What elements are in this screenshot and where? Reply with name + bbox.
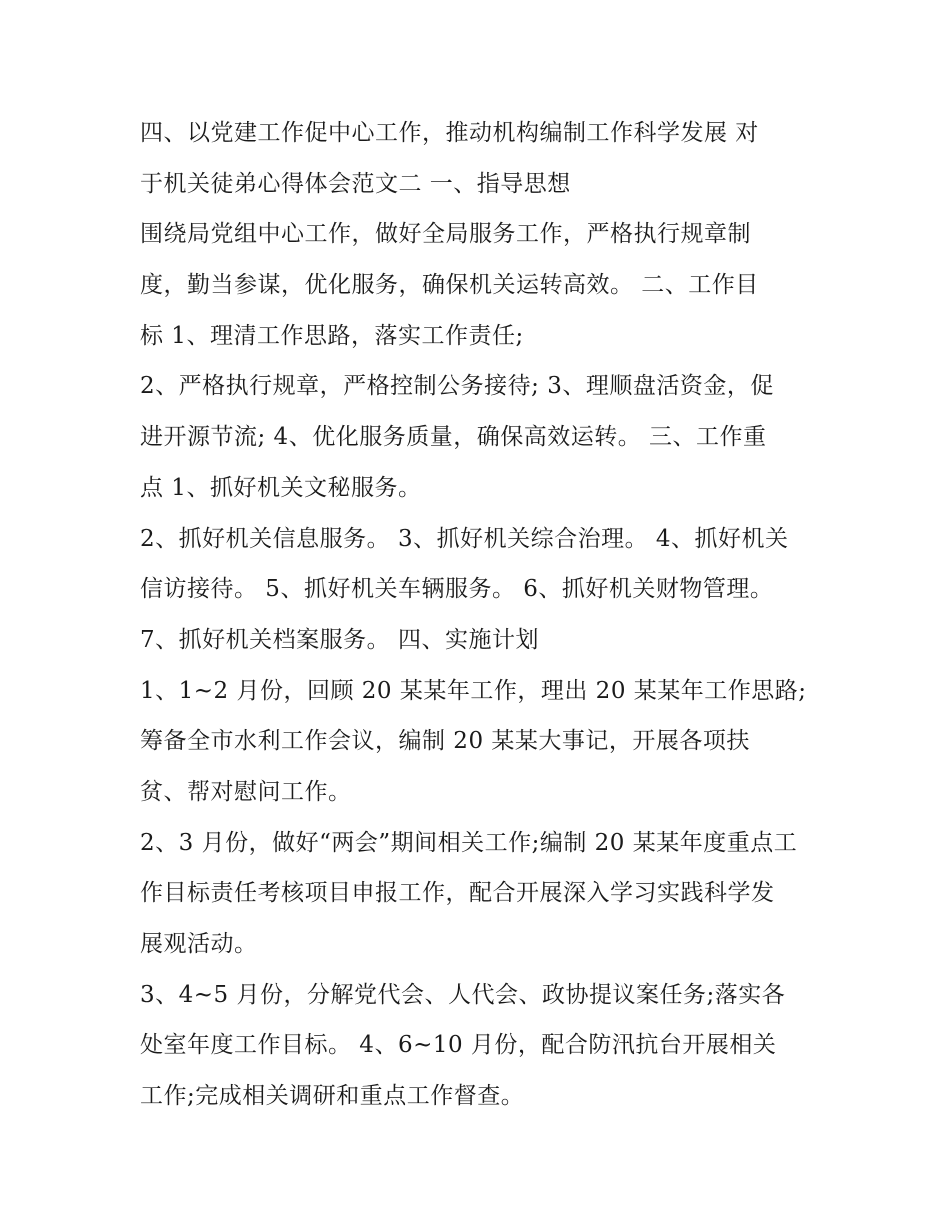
document-body <box>140 108 820 1122</box>
text-line: 四、以党建工作促中心工作，推动机构编制工作科学发展 对 <box>140 120 759 146</box>
text-line: 信访接待。 5、抓好机关车辆服务。 6、抓好机关财物管理。 <box>140 576 774 603</box>
text-line: 贫、帮对慰问工作。 <box>140 778 352 805</box>
text-line: 进开源节流; 4、优化服务质量，确保高效运转。 三、工作重 <box>140 424 767 451</box>
text-line: 于机关徒弟心得体会范文二 一、指导思想 <box>140 170 571 197</box>
text-line: 处室年度工作目标。 4、6~10 月份，配合防汛抗台开展相关 <box>140 1032 777 1059</box>
text-line: 7、抓好机关档案服务。 四、实施计划 <box>140 626 539 653</box>
text-line: 筹备全市水利工作会议，编制 20 某某大事记，开展各项扶 <box>140 728 750 755</box>
text-line: 点 1、抓好机关文秘服务。 <box>140 474 422 501</box>
text-line: 展观活动。 <box>140 931 258 957</box>
text-line: 标 1、理清工作思路，落实工作责任; <box>140 322 524 349</box>
text-line: 2、抓好机关信息服务。 3、抓好机关综合治理。 4、抓好机关 <box>140 525 789 552</box>
text-line: 3、4~5 月份，分解党代会、人代会、政协提议案任务;落实各 <box>140 981 786 1008</box>
text-line: 围绕局党组中心工作，做好全局服务工作，严格执行规章制 <box>140 221 751 248</box>
text-line: 度，勤当参谋，优化服务，确保机关运转高效。 二、工作目 <box>140 272 759 299</box>
text-line: 2、严格执行规章，严格控制公务接待; 3、理顺盘活资金，促 <box>140 373 774 400</box>
text-line: 作目标责任考核项目申报工作，配合开展深入学习实践科学发 <box>140 880 775 907</box>
text-line: 工作;完成相关调研和重点工作督查。 <box>140 1083 525 1110</box>
text-line: 1、1~2 月份，回顾 20 某某年工作，理出 20 某某年工作思路; <box>140 677 807 704</box>
text-line: 2、3 月份，做好“两会”期间相关工作;编制 20 某某年度重点工 <box>140 829 798 856</box>
